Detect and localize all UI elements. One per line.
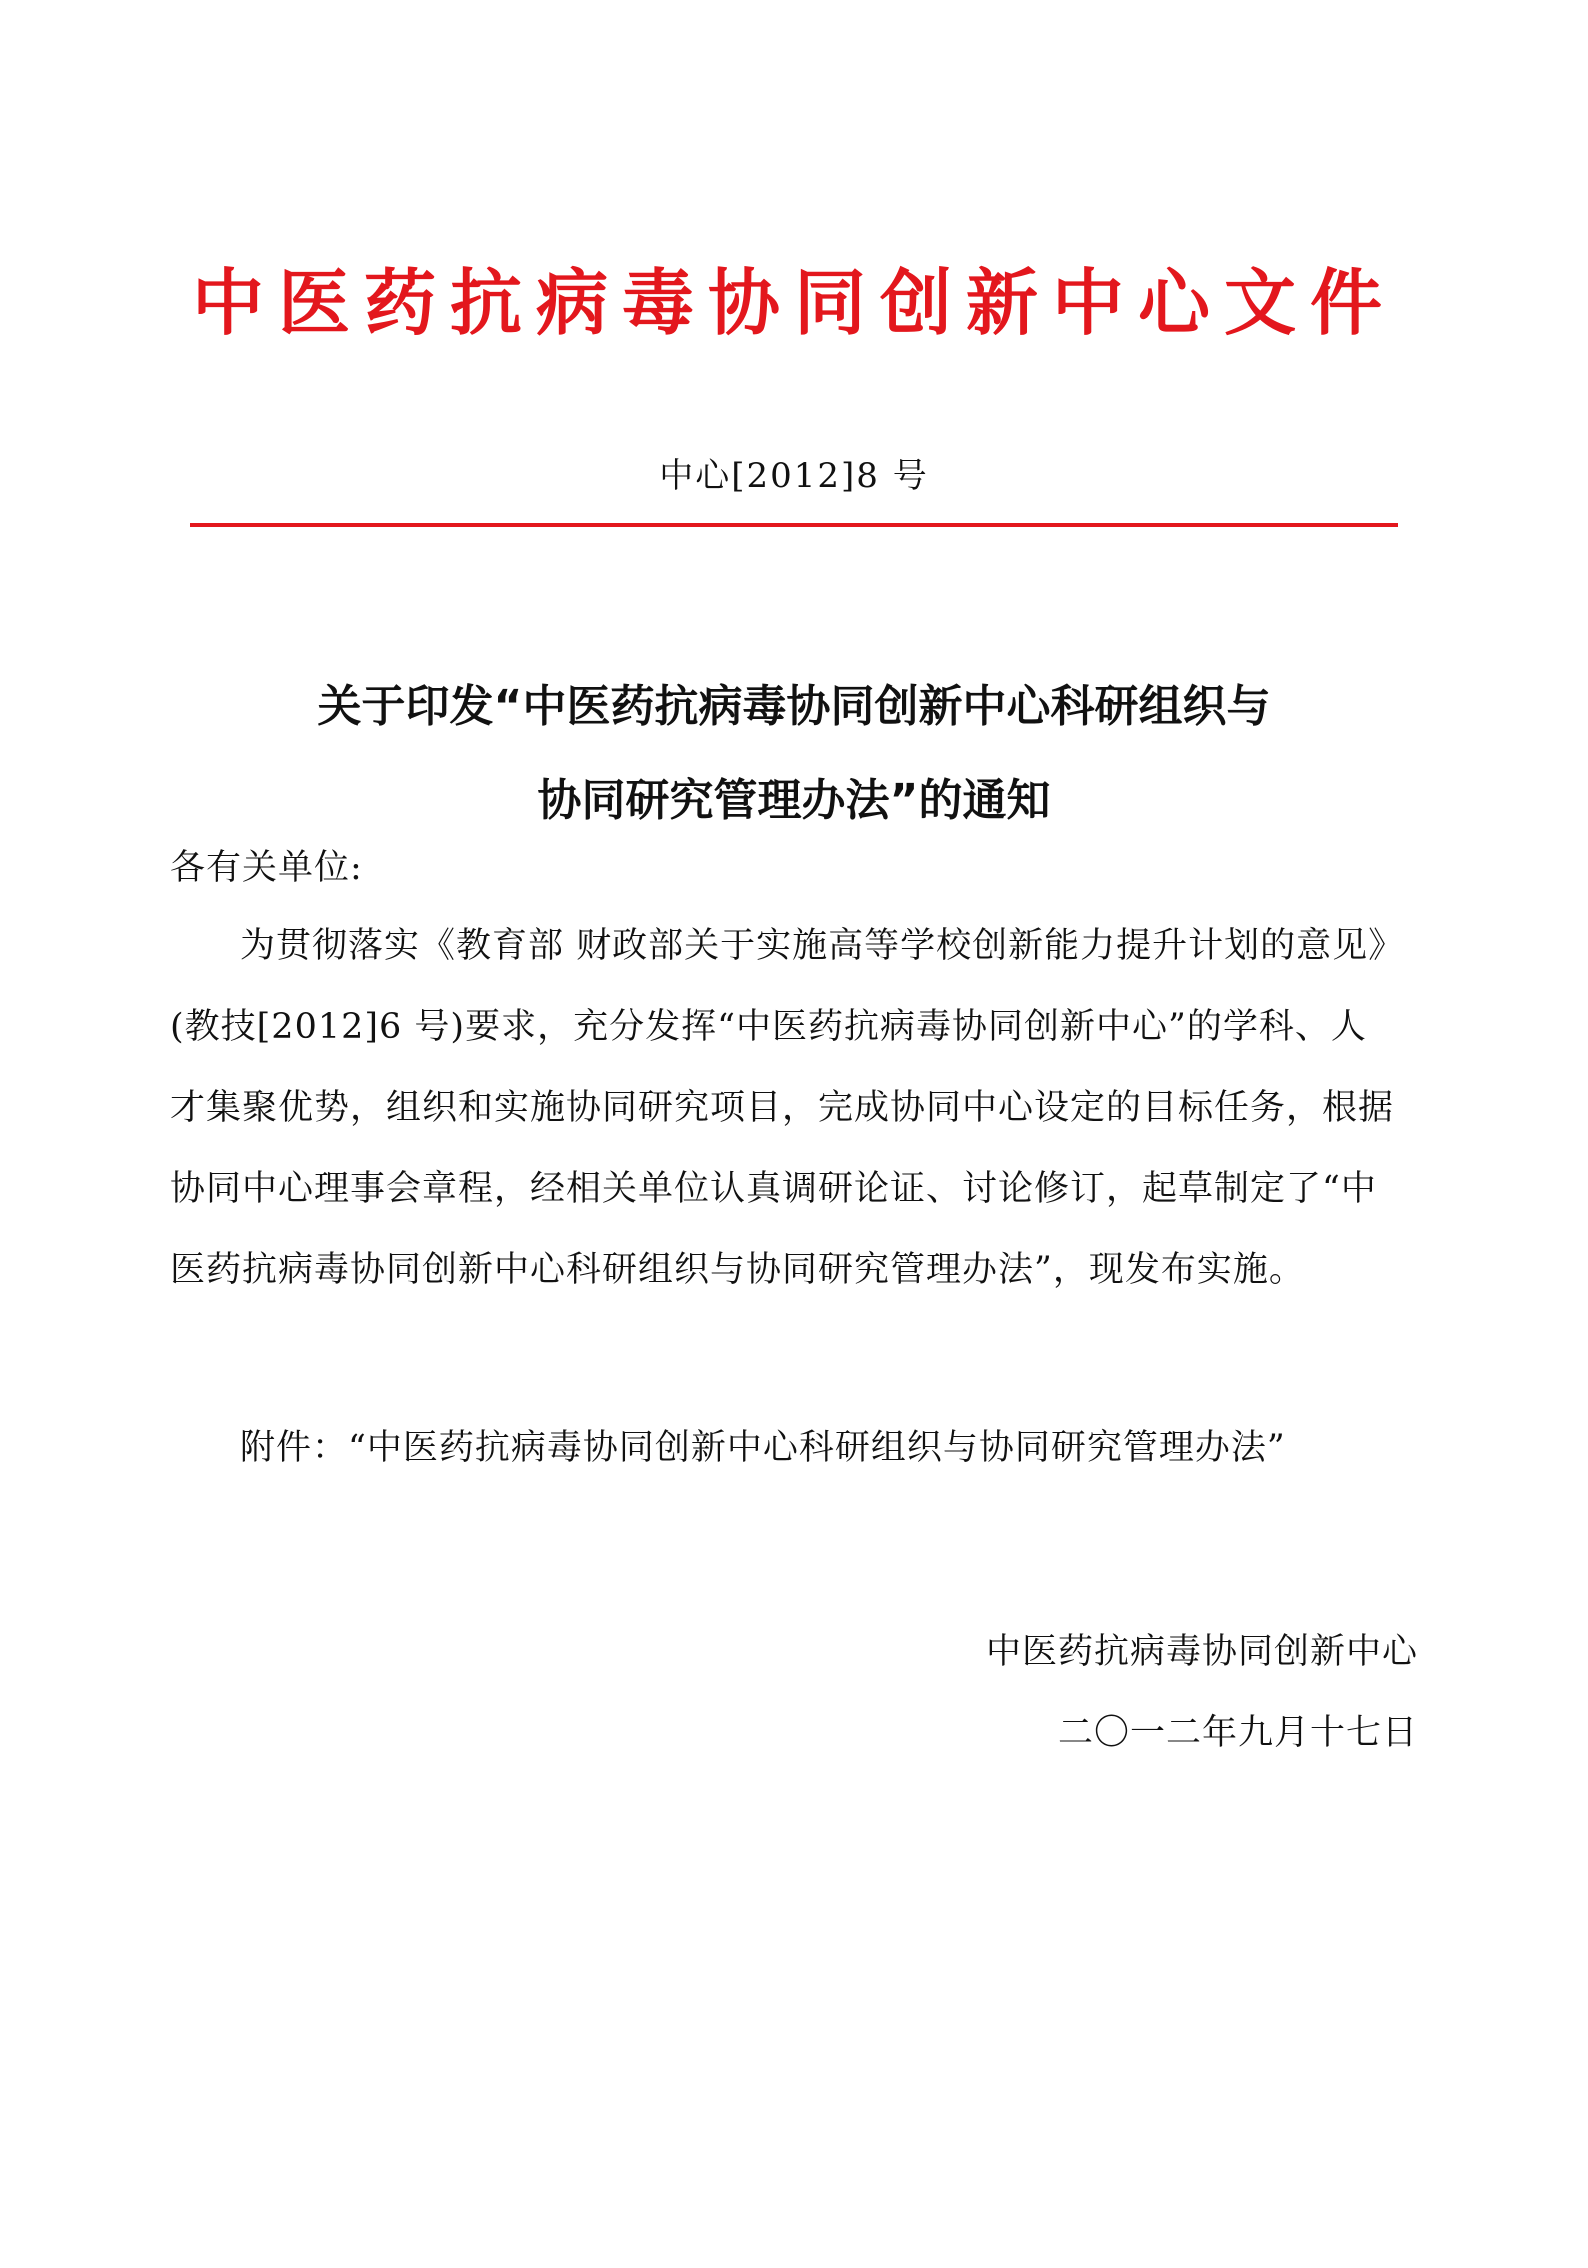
paragraph-line: (教技[2012]6 号)要求，充分发挥“中医药抗病毒协同创新中心”的学科、人 [170, 1007, 1367, 1047]
paragraph-line: 才集聚优势，组织和实施协同研究项目，完成协同中心设定的目标任务，根据 [170, 1088, 1395, 1128]
document-number: 中心[2012]8 号 [659, 456, 929, 496]
salutation: 各有关单位: [170, 848, 363, 888]
notice-title-line-1: 关于印发“中医药抗病毒协同创新中心科研组织与 [317, 681, 1271, 732]
attachment-note: 附件：“中医药抗病毒协同创新中心科研组织与协同研究管理办法” [240, 1428, 1286, 1468]
signature-date: 二〇一二年九月十七日 [1057, 1713, 1418, 1753]
notice-title [0, 660, 1588, 848]
notice-title-line-2: 协同研究管理办法”的通知 [537, 775, 1051, 826]
signature-block [986, 1612, 1418, 1774]
document-masthead: 中医药抗病毒协同创新中心文件 [191, 260, 1396, 345]
paragraph-line: 协同中心理事会章程，经相关单位认真调研论证、讨论修订，起草制定了“中 [170, 1169, 1377, 1209]
red-divider-line [190, 523, 1398, 527]
notice-body-paragraph [170, 906, 1420, 1311]
paragraph-line: 医药抗病毒协同创新中心科研组织与协同研究管理办法”，现发布实施。 [170, 1250, 1305, 1290]
signature-organization: 中医药抗病毒协同创新中心 [985, 1632, 1418, 1672]
paragraph-line: 为贯彻落实《教育部 财政部关于实施高等学校创新能力提升计划的意见》 [240, 926, 1405, 966]
